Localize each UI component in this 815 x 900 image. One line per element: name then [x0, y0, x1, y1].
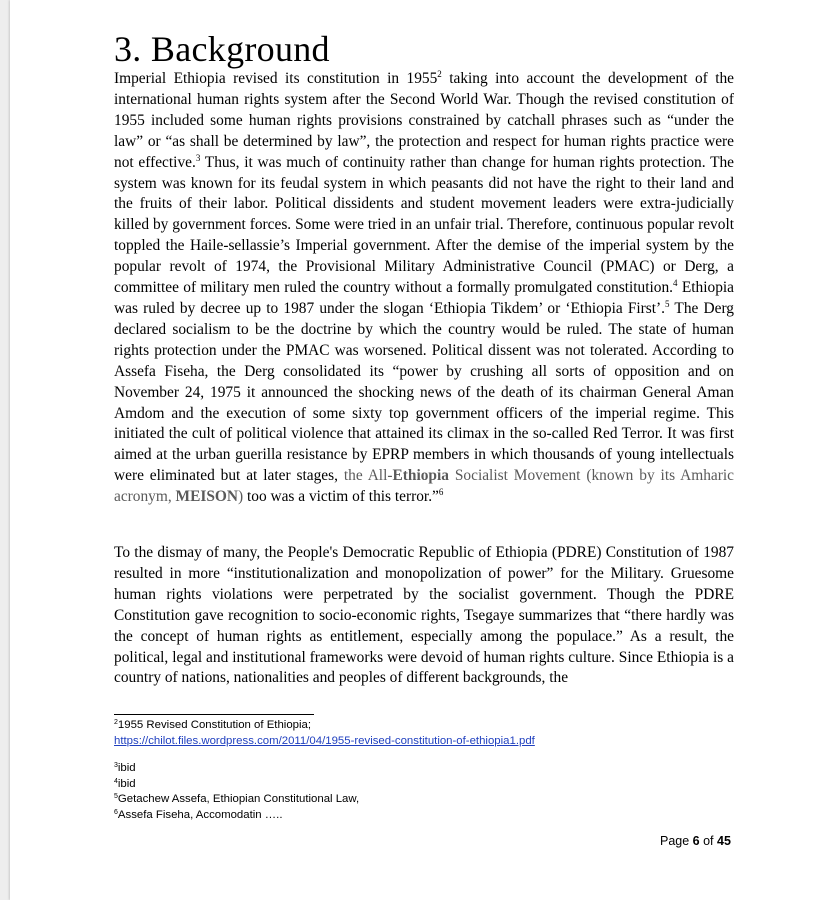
footnote-3-number: 3	[114, 762, 118, 769]
p1-text-1: Imperial Ethiopia revised its constitution in 1955	[114, 70, 438, 87]
p1-text-3: Thus, it was much of continuity rather than change for human rights protection. The system was known for its feudal system in which peasants did not have the right to their land and the fruits of their labor. Political dissidents and student movement leaders were extra-judicially killed by government forces. Some were tried in an unfair trial. Therefore, continuous popular revolt toppled the Haile-sellassie’s Imperial government. After the demise of the imperial system by the popular revolt of 1974, the Provisional Military Administrative Council (PMAC) or Derg, a committee of military men ruled the country without a formally promulgated constitution.	[114, 153, 734, 297]
p1-gray-text-1: the All-	[343, 467, 393, 485]
footnote-6-number: 6	[114, 808, 118, 816]
footnote-6-text: Assefa Fiseha, Accomodatin …..	[117, 808, 283, 821]
p1-text-4: Ethiopia was ruled by decree up to 1987 under the slogan ‘Ethiopia Tikdem’ or ‘Ethiopia First’.	[114, 279, 735, 317]
paragraph-1	[114, 69, 734, 508]
footnote-2-number: 2	[114, 719, 118, 726]
footnote-4	[114, 777, 714, 793]
footnote-4-text: ibid	[117, 777, 136, 790]
footnote-5-text: Getachew Assefa, Ethiopian Constitutional Law,	[117, 793, 360, 805]
footnote-6	[114, 808, 714, 824]
footnote-5	[114, 792, 714, 808]
paragraph-2: To the dismay of many, the People's Democratic Republic of Ethiopia (PDRE) Constitution of 1987 resulted in more “institutionalization and monopolization of power” for the Military. Gruesome human rights violations were perpetrated by the socialist government. Though the PDRE Constitution gave recognition to socio-economic rights, Tsegaye summarizes that “there hardly was the concept of human rights as entitlement, especially among the populace.” As a result, the political, legal and institutional frameworks were devoid of human rights culture. Since Ethiopia is a country of nations, nationalities and peoples of different backgrounds, the	[114, 544, 734, 687]
footnote-2-text: 1955 Revised Constitution of Ethiopia;	[117, 719, 312, 731]
document-page	[10, 0, 815, 900]
footnote-ref-3[interactable]: 3	[195, 152, 201, 163]
page-number	[660, 834, 731, 848]
footnote-4-number: 4	[114, 777, 118, 785]
page-number-total: 45	[717, 834, 731, 848]
footnote-ref-2[interactable]: 2	[437, 69, 442, 79]
p1-text-2: taking into account the development of the international human rights system after the Second World War. Though the revised constitution of 1955 included some human rights provisions constrained by catchall phrases such as “under the law” or “as shall be determined by law”, the protection and respect for human rights practice were not effective.	[114, 70, 735, 171]
p1-text-6: too was a victim of this terror.”	[243, 488, 439, 506]
footnote-2	[114, 718, 714, 734]
footnote-2-link[interactable]: https://chilot.files.wordpress.com/2011/04/1955-revised-constitution-of-ethiopia1.pdf	[114, 734, 535, 747]
footnote-3-text: ibid	[117, 762, 136, 774]
footnote-separator	[114, 714, 314, 715]
footnote-5-number: 5	[114, 793, 118, 800]
footnote-3	[114, 761, 714, 777]
footnote-ref-5[interactable]: 5	[665, 298, 670, 309]
footnotes	[114, 718, 714, 823]
footnote-ref-4[interactable]: 4	[673, 278, 678, 289]
p1-gray-text-3: )	[237, 488, 244, 506]
page-number-prefix: Page	[660, 834, 693, 848]
p1-gray-bold-2: MEISON	[175, 488, 238, 506]
p1-gray-bold-1: Ethiopia	[392, 467, 449, 485]
p1-text-5: The Derg declared socialism to be the doctrine by which the country would be ruled. The state of human rights protection under the PMAC was worsened. Political dissent was not tolerated. According to Assefa Fiseha, the Derg consolidated its “power by crushing all sorts of opposition and on November 24, 1975 it announced the shocking news of the death of its chairman General Aman Amdom and the execution of some sixty top government officers of the imperial regime. This initiated the cult of political violence that attained its climax in the so-called Red Terror. It was first aimed at the urban guerilla resistance by EPRP members in which thousands of young intellectuals were eliminated but at later stages,	[114, 299, 734, 485]
page-number-current: 6	[692, 834, 700, 848]
section-heading: 3. Background	[114, 29, 330, 69]
footnote-ref-6[interactable]: 6	[438, 487, 444, 498]
page-number-middle: of	[699, 834, 717, 848]
p1-gray-text-2: Socialist Movement (known by its Amharic acronym,	[114, 467, 734, 506]
footnote-gap	[114, 749, 714, 761]
